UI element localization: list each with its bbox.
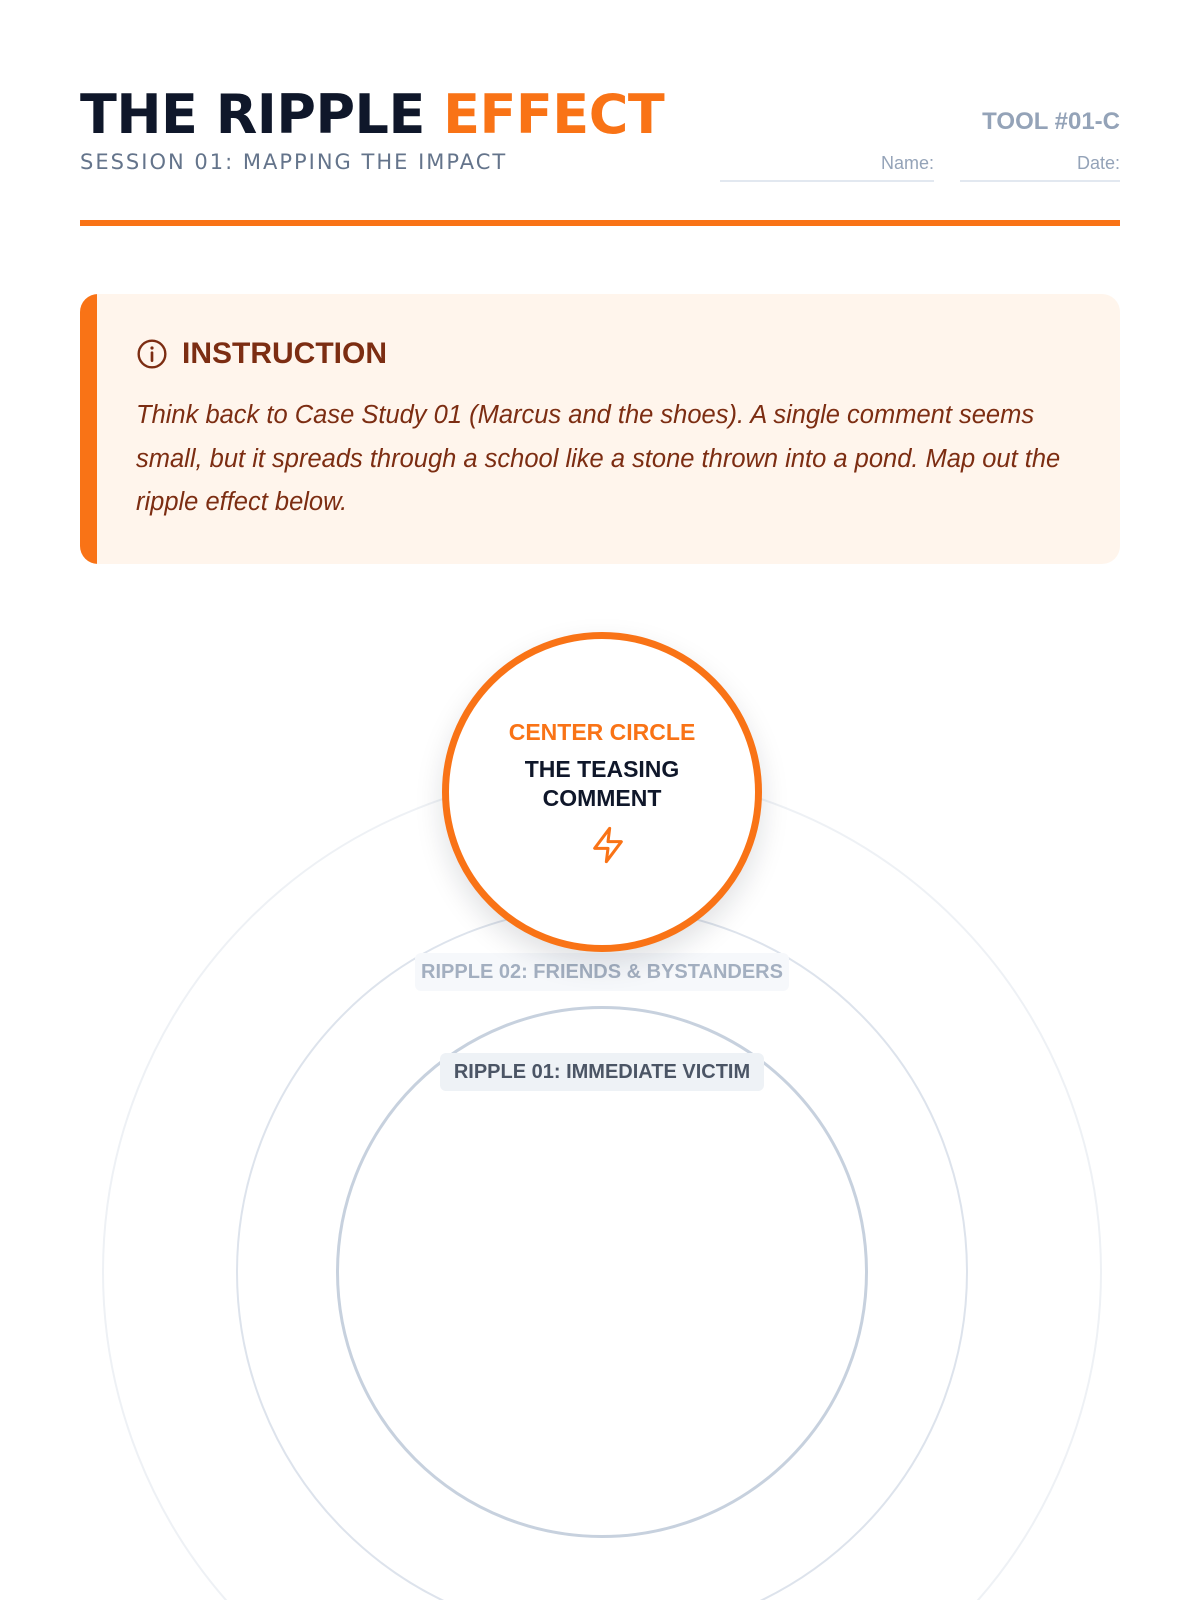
ripple-02-label: RIPPLE 02: FRIENDS & BYSTANDERS (415, 953, 789, 991)
center-circle-kicker: CENTER CIRCLE (508, 719, 696, 745)
date-field[interactable] (960, 146, 1120, 182)
ripple-01-label: RIPPLE 01: IMMEDIATE VICTIM (440, 1053, 764, 1091)
name-field[interactable] (720, 146, 934, 182)
info-icon (136, 338, 168, 370)
instruction-text: Think back to Case Study 01 (Marcus and the shoes). A single comment seems small, but it spreads through a school like a stone thrown into a pond. Map out the ripple effect below. (136, 401, 1061, 516)
center-circle-title: THE TEASING COMMENT (524, 756, 680, 811)
title-main: THE RIPPLE (80, 83, 444, 146)
center-circle (442, 632, 762, 952)
instruction-label: INSTRUCTION (182, 337, 387, 370)
instruction-heading (136, 336, 387, 372)
tool-id-tag: TOOL #01-C (982, 108, 1120, 135)
date-label: Date: (1076, 153, 1120, 173)
ripple-diagram (0, 600, 1200, 1600)
title-accent: EFFECT (443, 83, 665, 146)
lightning-bolt-icon (588, 825, 628, 865)
worksheet-header (80, 84, 1120, 184)
header-divider (80, 220, 1120, 226)
page-title (80, 84, 664, 146)
instruction-box (80, 294, 1120, 564)
instruction-accent-bar (80, 294, 97, 564)
session-subtitle: SESSION 01: MAPPING THE IMPACT (80, 150, 508, 174)
name-label: Name: (880, 153, 934, 173)
